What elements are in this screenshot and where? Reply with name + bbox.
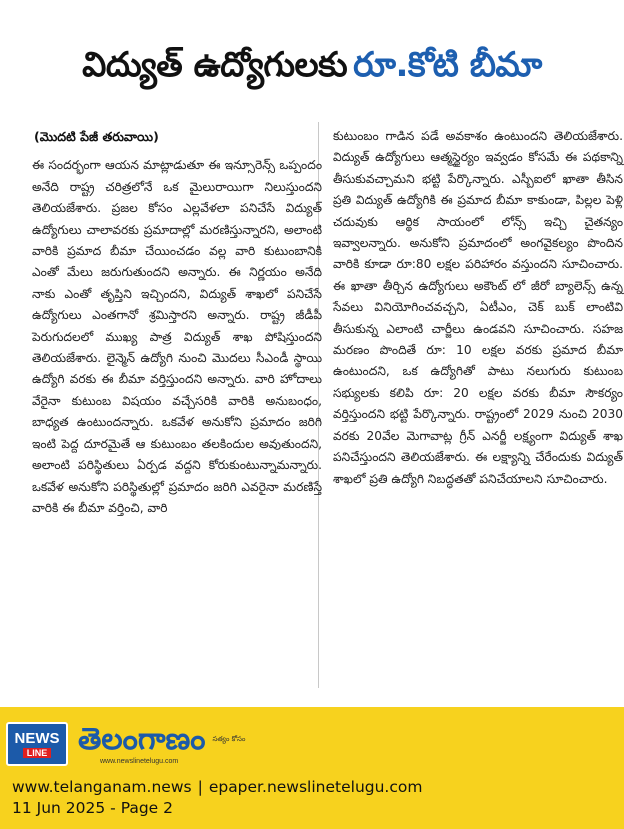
site-link-telanganam[interactable]: www.telanganam.news <box>12 778 192 796</box>
source-links <box>12 778 422 796</box>
newsline-badge-icon <box>6 722 68 766</box>
article-left-column <box>32 126 322 519</box>
headline-main: విద్యుత్ ఉద్యోగులకు <box>82 45 348 85</box>
brand-tagline: సత్యం కోసం <box>212 735 246 743</box>
badge-line-text: LINE <box>23 748 52 758</box>
site-link-epaper[interactable]: epaper.newslinetelugu.com <box>208 778 423 796</box>
brand-block <box>78 723 245 765</box>
headline <box>14 36 610 102</box>
article-paragraph-right: కుటుంబం గాడిన పడే అవకాశం ఉంటుందని తెలియజేశారు. విద్యుత్ ఉద్యోగులు ఆత్మస్థైర్యం ఇవ్వడం కోసమే ఈ పథకాన్ని తీసుకువచ్చామని భట్టి పేర్కొన్నారు. ఎస్బీఐలో ఖాతా తీసిన ప్రతి విద్యుత్ ఉద్యోగికి ఈ ప్రమాద బీమా కాకుండా, పిల్లల పెళ్లి చదువుకు ఆర్థిక సాయంలో లోన్స్ ఇచ్చి చైతన్యం ఇవ్వాలన్నారు. అనుకోని ప్రమాదంలో అంగవైకల్యం పొందిన వారికి కూడా రూ:80 లక్షల పరిహారం వస్తుందని సూచించారు. ఈ ఖాతా తీర్చిన ఉద్యోగులు అకౌంట్ లో జీరో బ్యాలెన్స్ ఉన్న సేవలు వినియోగించవచ్చని, ఏటీఎం, చెక్ బుక్ లాంటివి తీసుకున్న ఎలాంటి చార్జీలు ఉండవని సూచించారు. సహజ మరణం పొందితే రూ: 10 లక్షల వరకు ప్రమాద బీమా ఉంటుందని, ఒక ఉద్యోగితో పాటు నలుగురు కుటుంబ సభ్యులకు కలిపి రూ: 20 లక్షల వరకు బీమా సౌకర్యం వర్తిస్తుందని భట్టి పేర్కొన్నారు. రాష్ట్రంలో 2029 నుంచి 2030 వరకు 20వేల మెగావాట్ల గ్రీన్ ఎనర్జీ లక్ష్యంగా విద్యుత్ శాఖ పనిచేస్తుందని తెలియజేశారు. ఈ లక్ష్యాన్ని చేరేందుకు విద్యుత్ శాఖలో ప్రతి ఉద్యోగి నిబద్ధతతో పనిచేయాలని సూచించారు. <box>333 129 623 486</box>
article-paragraph-left: ఈ సందర్భంగా ఆయన మాట్లాడుతూ ఈ ఇన్సూరెన్స్ ఒప్పందం అనేది రాష్ట్ర చరిత్రలోనే ఒక మైలురాయిగా నిలుస్తుందని తెలియజేశారు. ప్రజల కోసం ఎల్లవేళలా పనిచేసే విద్యుత్ ఉద్యోగులు చాలావరకు ప్రమాదాల్లో మరణిస్తున్నారని, అలాంటి వారికి ప్రమాద బీమా చేయించడం వల్ల వారి కుటుంబానికి ఎంతో మేలు జరుగుతుందని అన్నారు. ఈ నిర్ణయం అనేది నాకు ఎంతో తృప్తిని ఇచ్చిందని, విద్యుత్ శాఖలో పనిచేసే ఉద్యోగులు ఎంతగానో శ్రమిస్తారని అన్నారు. రాష్ట్ర జీడీపీ పెరుగుదలలో ముఖ్య పాత్ర విద్యుత్ శాఖ పోషిస్తుందని తెలియజేశారు. లైన్మెన్ ఉద్యోగి నుంచి మొదలు సీఎండీ స్థాయి ఉద్యోగి వరకు ఈ బీమా వర్తిస్తుందని అన్నారు. వారి హోదాలు వేరైనా కుటుంబ విషయం వచ్చేసరికి వారికి అనుబంధం, బాధ్యత ఉంటుందన్నారు. ఒకవేళ అనుకోని ప్రమాదం జరిగి ఇంటి పెద్ద దూరమైతే ఆ కుటుంబం తలకిందుల అవుతుందని, అలాంటి పరిస్థితులు ఏర్పడ వద్దని కోరుకుంటున్నామన్నారు. ఒకవేళ అనుకోని పరిస్థితుల్లో ప్రమాదం జరిగి ఎవరైనా మరణిస్తే వారికి ఈ బీమా వర్తించి, వారి <box>32 158 322 515</box>
article-right-column <box>333 126 623 490</box>
brand-name: తెలంగాణం <box>78 722 206 757</box>
headline-accent: రూ.కోటి బీమా <box>353 45 542 85</box>
link-divider: | <box>197 778 203 796</box>
date-page: 11 Jun 2025 - Page 2 <box>12 799 174 817</box>
continuation-note: (మొదటి పేజీ తరువాయి) <box>34 129 159 144</box>
brand-url: www.newslinetelugu.com <box>100 758 179 765</box>
publisher-logo[interactable] <box>6 718 246 770</box>
badge-news-text: NEWS <box>14 729 60 747</box>
